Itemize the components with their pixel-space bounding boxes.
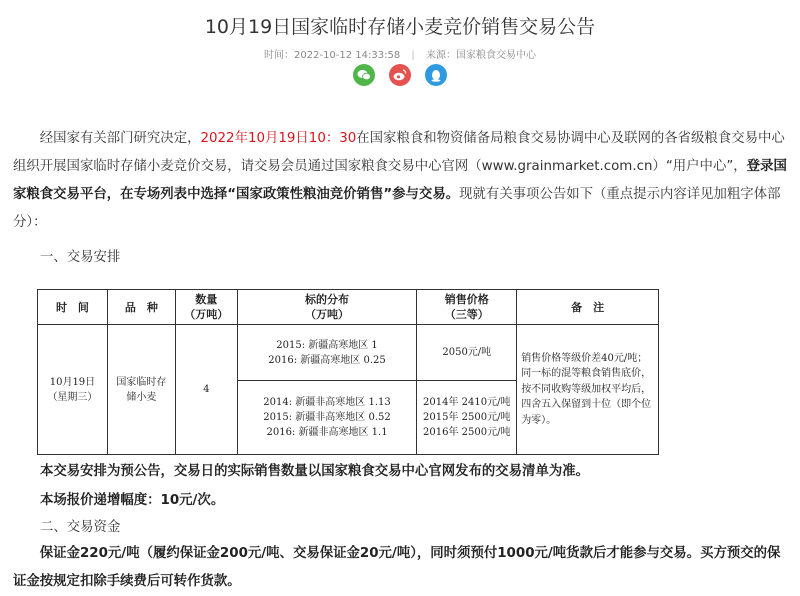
intro-text-3: 现就有关事项公告如下（重点提示内容详见加粗字体部分）： bbox=[13, 187, 781, 230]
cell-quantity: 4 bbox=[175, 325, 237, 455]
trading-schedule-table bbox=[37, 289, 659, 455]
table-row bbox=[38, 325, 659, 381]
article-meta bbox=[0, 46, 800, 61]
price-b-line-3: 2016年 2500元/吨 bbox=[423, 427, 511, 438]
cell-distribution-a bbox=[237, 325, 417, 381]
variety-line-1: 国家临时存 bbox=[116, 376, 167, 388]
cell-price-b bbox=[417, 381, 517, 455]
dist-a-line-1: 2015: 新疆高寒地区 1 bbox=[276, 339, 378, 351]
wechat-icon[interactable] bbox=[353, 64, 375, 86]
dist-a-line-2: 2016: 新疆高寒地区 0.25 bbox=[268, 354, 386, 366]
header-price-label: 销售价格 bbox=[444, 293, 489, 306]
section-heading-1: 一、交易安排 bbox=[40, 250, 121, 265]
article-title: 10月19日国家临时存储小麦竞价销售交易公告 bbox=[204, 16, 596, 38]
qq-icon[interactable] bbox=[425, 64, 447, 86]
trade-date: 10月19日 bbox=[49, 376, 96, 388]
header-distribution-label: 标的分布 bbox=[305, 293, 350, 306]
share-bar bbox=[0, 64, 800, 86]
header-price-unit: （三等） bbox=[444, 308, 489, 321]
dist-b-line-2: 2015: 新疆非高寒地区 0.52 bbox=[263, 412, 391, 423]
trading-datetime: 2022年10月19日10：30 bbox=[200, 131, 357, 146]
price-b-line-1: 2014年 2410元/吨 bbox=[423, 397, 511, 408]
intro-text-2: 在国家粮食和物资储备局粮食交易协调中心及联网的各省级粮食交易中心组织开展国家临时存储小麦竞价交易，请交易会员通过国家粮食交易中心官网（www.grainmarket.com.cn）“用户中心”， bbox=[13, 131, 785, 174]
header-note: 备 注 bbox=[517, 290, 659, 325]
header-price bbox=[417, 290, 517, 325]
funds-paragraph: 保证金220元/吨（履约保证金200元/吨、交易保证金20元/吨），同时须预付1000元/吨货款后才能参与交易。买方预交的保证金按规定扣除手续费后可转作货款。 bbox=[13, 546, 781, 589]
wechat-glyph bbox=[357, 69, 371, 81]
header-time: 时 间 bbox=[38, 290, 108, 325]
header-quantity bbox=[175, 290, 237, 325]
publish-time: 时间：2022-10-12 14:33:58 bbox=[264, 50, 401, 61]
intro-bold-instruction: 登录国家粮食交易平台，在专场列表中选择“国家政策性粮油竞价销售”参与交易。 bbox=[13, 159, 787, 202]
dist-b-line-1: 2014: 新疆非高寒地区 1.13 bbox=[263, 397, 391, 408]
intro-paragraph bbox=[13, 125, 789, 237]
header-distribution-unit: （万吨） bbox=[305, 308, 350, 321]
cell-price-a: 2050元/吨 bbox=[417, 325, 517, 381]
price-b-line-2: 2015年 2500元/吨 bbox=[423, 412, 511, 423]
trade-weekday: （星期三） bbox=[47, 391, 98, 403]
cell-date bbox=[38, 325, 108, 455]
header-quantity-label: 数量 bbox=[195, 293, 218, 306]
cell-variety bbox=[107, 325, 175, 455]
intro-text-1: 经国家有关部门研究决定， bbox=[39, 131, 201, 146]
header-variety: 品 种 bbox=[107, 290, 175, 325]
variety-line-2: 储小麦 bbox=[126, 391, 157, 403]
dist-b-line-3: 2016: 新疆非高寒地区 1.1 bbox=[266, 427, 388, 438]
cell-note: 销售价格等级价差40元/吨；同一标的混等粮食销售底价，按不同收购等级加权平均后，四舍五入保留到十位（即个位为零）。 bbox=[517, 325, 659, 455]
article-source: 来源：国家粮食交易中心 bbox=[425, 50, 536, 61]
bid-increment-note: 本场报价递增幅度：10元/次。 bbox=[40, 493, 225, 508]
meta-divider: | bbox=[411, 50, 415, 61]
header-distribution bbox=[237, 290, 417, 325]
weibo-icon[interactable] bbox=[389, 64, 411, 86]
section-heading-2: 二、交易资金 bbox=[40, 520, 121, 535]
cell-distribution-b bbox=[237, 381, 417, 455]
qq-glyph bbox=[430, 69, 442, 82]
table-header-row bbox=[38, 290, 659, 325]
weibo-glyph bbox=[393, 69, 407, 81]
header-quantity-unit: （万吨） bbox=[184, 308, 229, 321]
preannouncement-note: 本交易安排为预公告，交易日的实际销售数量以国家粮食交易中心官网发布的交易清单为准。 bbox=[40, 464, 590, 479]
